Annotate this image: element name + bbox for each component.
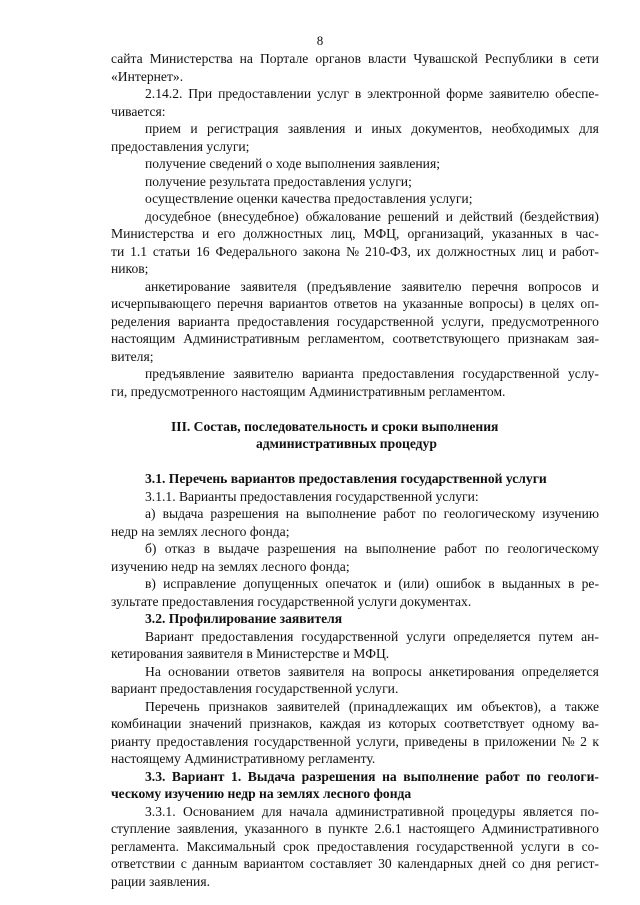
word: разрешения: [301, 769, 376, 784]
text-line: [111, 295, 599, 312]
word: и: [202, 226, 210, 241]
text-line: [145, 365, 599, 382]
text-line: [111, 50, 599, 67]
word: ответствии: [111, 856, 175, 871]
word: основании: [168, 664, 230, 679]
word: в): [145, 576, 156, 591]
word: На: [145, 664, 161, 679]
word: Министерства: [149, 51, 233, 66]
word: обжалование: [305, 209, 381, 224]
word: государственной: [462, 366, 560, 381]
text-line: [145, 278, 599, 295]
heading-line: ческому изучению недр на землях лесного фонда: [111, 786, 412, 801]
word: выполнение: [403, 769, 479, 784]
word: на: [351, 664, 365, 679]
text-line: «Интернет».: [111, 69, 184, 84]
text-line: [145, 120, 599, 137]
word: Вариант: [145, 629, 194, 644]
word: должностных: [243, 226, 323, 241]
word: и: [190, 121, 198, 136]
text-line: [145, 208, 599, 225]
word: регист-: [556, 856, 599, 871]
word: в: [203, 541, 210, 556]
word: настоящим: [111, 331, 176, 346]
word: услуги,: [441, 314, 485, 329]
word: его: [217, 226, 236, 241]
word: дня: [530, 856, 552, 871]
word: сети: [573, 51, 599, 66]
word: соответствует: [443, 716, 525, 731]
word: регламента.: [111, 839, 179, 854]
word: 3.3.1.: [145, 804, 176, 819]
word: признаков,: [249, 716, 313, 731]
word: в: [472, 734, 480, 749]
word: их: [416, 244, 431, 259]
word: (или): [398, 576, 429, 591]
word: услуги: [520, 839, 561, 854]
word: указанные: [402, 296, 464, 311]
word: для: [578, 121, 599, 136]
word: ступление: [111, 821, 171, 836]
text-line: предоставления услуги;: [111, 139, 250, 154]
word: Портале: [259, 51, 309, 66]
word: оп-: [580, 296, 599, 311]
text-line: [111, 243, 599, 260]
word: работ-: [562, 244, 599, 259]
word: работ: [383, 506, 416, 521]
text-line: [145, 505, 599, 522]
word: на: [383, 296, 397, 311]
word: для: [261, 804, 282, 819]
word: действий: [459, 209, 513, 224]
text-line: получение результата предоставления услуги;: [145, 174, 412, 189]
text-line: [111, 733, 599, 750]
word: Административного: [481, 821, 599, 836]
word: должностных: [436, 244, 516, 259]
word: предъявление: [145, 366, 225, 381]
text-line: [145, 85, 599, 102]
text-line: [111, 313, 599, 330]
word: в: [354, 86, 362, 101]
word: Административным: [183, 331, 300, 346]
word: а: [550, 699, 557, 714]
word: на: [344, 541, 358, 556]
word: в: [315, 821, 322, 836]
text-line: [111, 855, 599, 872]
word: 2: [580, 734, 587, 749]
word: перечня: [217, 296, 264, 311]
page-number: 8: [316, 33, 324, 48]
text-line: [111, 838, 599, 855]
word: приведены: [404, 734, 468, 749]
word: разрешения: [210, 506, 279, 521]
word: анкетирование: [145, 279, 231, 294]
word: начала: [289, 804, 328, 819]
word: ответов: [236, 664, 281, 679]
word: заявителя: [240, 279, 297, 294]
word: ошибок: [436, 576, 481, 591]
word: 3.3.: [145, 769, 166, 784]
word: заявителю: [233, 366, 294, 381]
word: Максимальный: [186, 839, 276, 854]
word: регламентом,: [307, 331, 385, 346]
word: электронной: [367, 86, 441, 101]
word: час-: [575, 226, 599, 241]
word: исчерпывающего: [111, 296, 212, 311]
text-line: изучению недр на землях лесного фонда;: [111, 559, 350, 574]
word: на: [382, 769, 397, 784]
word: варианта: [301, 366, 354, 381]
word: изучению: [542, 506, 599, 521]
word: зая-: [576, 331, 599, 346]
word: путем: [538, 629, 574, 644]
word: ределения: [111, 314, 171, 329]
word: вариантом: [243, 856, 305, 871]
text-line: [145, 540, 599, 557]
word: вопросов: [527, 279, 582, 294]
text-line: [145, 663, 599, 680]
word: лиц,: [330, 226, 356, 241]
word: предоставлении: [218, 86, 312, 101]
word: с: [180, 856, 187, 871]
word: прием: [145, 121, 181, 136]
word: заявителю: [488, 86, 550, 101]
word: и: [548, 244, 557, 259]
heading-line: [145, 768, 599, 785]
word: дней: [478, 856, 507, 871]
word: 1.1: [130, 244, 148, 259]
word: сайта: [111, 51, 143, 66]
text-line: [111, 225, 599, 242]
word: которых: [388, 716, 437, 731]
word: по-: [580, 804, 599, 819]
word: ва-: [582, 716, 599, 731]
word: и: [354, 121, 363, 136]
text-line: вителя;: [111, 349, 154, 364]
word: предоставления: [156, 734, 249, 749]
word: выдаче: [218, 541, 260, 556]
word: №: [346, 244, 360, 259]
word: настоящего: [408, 821, 475, 836]
word: и: [445, 209, 453, 224]
word: из: [368, 716, 381, 731]
word: определяется: [521, 664, 599, 679]
word: обеспе-: [555, 86, 599, 101]
word: Выдача: [247, 769, 296, 784]
word: вопросы): [469, 296, 524, 311]
word: предоставления: [362, 366, 455, 381]
text-line: рации заявления.: [111, 874, 210, 889]
word: Вариант: [171, 769, 225, 784]
word: 1.: [231, 769, 242, 784]
word: 16: [196, 244, 210, 259]
word: допущенных: [243, 576, 319, 591]
word: на: [285, 506, 300, 521]
text-line: [111, 715, 599, 732]
text-line: кетирования заявителя в Министерстве и МФЦ.: [111, 646, 390, 661]
word: государственной: [301, 629, 399, 644]
word: значений: [189, 716, 242, 731]
word: Республики: [484, 51, 553, 66]
word: предоставления: [201, 629, 294, 644]
word: по: [484, 541, 499, 556]
text-line: 3.1.1. Варианты предоставления государственной услуги:: [145, 489, 479, 504]
word: предусмотренного: [491, 314, 599, 329]
text-line: зультате предоставления государственной услуги документах.: [111, 594, 472, 609]
word: заявителей: [276, 699, 341, 714]
word: и: [384, 576, 392, 591]
word: закона: [302, 244, 341, 259]
word: предоставления: [237, 314, 330, 329]
word: регистрация: [207, 121, 279, 136]
text-line: осуществление оценки качества предоставления услуги;: [145, 191, 473, 206]
word: работ: [485, 769, 520, 784]
word: процедуры: [451, 804, 516, 819]
word: заявления,: [176, 821, 238, 836]
word: выполнение: [306, 506, 377, 521]
word: органов: [315, 51, 362, 66]
word: календарных: [397, 856, 474, 871]
word: заявителю: [401, 279, 462, 294]
word: отказ: [164, 541, 196, 556]
word: 2.14.2.: [145, 86, 183, 101]
word: 30: [378, 856, 392, 871]
text-line: [111, 330, 599, 347]
word: предоставления: [316, 839, 409, 854]
word: а): [145, 506, 156, 521]
word: выдача: [162, 506, 204, 521]
word: пункте: [328, 821, 368, 836]
word: в: [528, 296, 536, 311]
word: в: [568, 576, 575, 591]
word: признаков: [208, 699, 268, 714]
heading-line: административных процедур: [256, 436, 437, 451]
word: услуг: [317, 86, 349, 101]
text-line: [145, 698, 599, 715]
word: срок: [283, 839, 310, 854]
word: составляет: [309, 856, 373, 871]
word: в: [567, 839, 575, 854]
word: комбинации: [111, 716, 182, 731]
word: в: [561, 226, 568, 241]
word: соответствующего: [392, 331, 500, 346]
word: б): [145, 541, 157, 556]
word: заявителя: [287, 664, 345, 679]
word: им: [456, 699, 473, 714]
text-line: ников;: [111, 261, 149, 276]
word: №: [561, 734, 575, 749]
word: объектов),: [481, 699, 542, 714]
word: данным: [192, 856, 238, 871]
word: Основанием: [183, 804, 255, 819]
word: административной: [335, 804, 445, 819]
text-line: получение сведений о ходе выполнения заявления;: [145, 156, 440, 171]
word: анкетирования: [429, 664, 515, 679]
word: ан-: [581, 629, 599, 644]
word: (бездействия): [519, 209, 599, 224]
word: геологическому: [507, 541, 599, 556]
text-line: [145, 575, 599, 592]
word: выполнение: [365, 541, 436, 556]
text-line: недр на землях лесного фонда;: [111, 524, 290, 539]
word: приложении: [484, 734, 557, 749]
word: (предъявление: [306, 279, 392, 294]
text-line: чивается:: [111, 104, 166, 119]
word: к: [592, 734, 599, 749]
word: разрешения: [267, 541, 336, 556]
heading-line: III. Состав, последовательность и сроки выполнения: [171, 419, 499, 434]
word: государственной: [253, 734, 351, 749]
word: услу-: [568, 366, 599, 381]
word: (внесудебное): [217, 209, 299, 224]
word: является: [522, 804, 573, 819]
heading-line: 3.1. Перечень вариантов предоставления государственной услуги: [145, 471, 547, 486]
heading-line: 3.2. Профилирование заявителя: [145, 611, 343, 626]
word: статьи: [152, 244, 191, 259]
word: При: [188, 86, 213, 101]
word: МФЦ,: [363, 226, 400, 241]
word: на: [239, 51, 253, 66]
word: вопросы: [372, 664, 422, 679]
text-line: [111, 820, 599, 837]
word: определяется: [453, 629, 531, 644]
word: работ: [444, 541, 477, 556]
word: государственной: [416, 839, 514, 854]
word: услуги: [406, 629, 446, 644]
word: (принадлежащих: [348, 699, 448, 714]
word: Министерства: [111, 226, 194, 241]
word: указанного: [244, 821, 309, 836]
word: необходимых: [491, 121, 570, 136]
word: форме: [446, 86, 484, 101]
word: досудебное: [145, 209, 211, 224]
word: ответов: [333, 296, 378, 311]
word: указанных: [491, 226, 553, 241]
word: рианту: [111, 734, 151, 749]
word: целях: [541, 296, 575, 311]
word: и: [591, 279, 599, 294]
word: власти: [368, 51, 407, 66]
word: Федерального: [215, 244, 298, 259]
word: по: [526, 769, 541, 784]
word: варианта: [177, 314, 230, 329]
word: ре-: [581, 576, 599, 591]
word: организаций,: [407, 226, 484, 241]
word: одному: [531, 716, 575, 731]
word: каждая: [319, 716, 361, 731]
word: Чувашской: [413, 51, 478, 66]
word: геологи-: [547, 769, 599, 784]
word: лиц: [521, 244, 544, 259]
word: документов,: [411, 121, 483, 136]
word: 210-ФЗ,: [364, 244, 411, 259]
word: иных: [371, 121, 402, 136]
text-line: [145, 803, 599, 820]
word: в: [488, 576, 495, 591]
word: по: [422, 506, 437, 521]
word: в: [560, 51, 567, 66]
word: Перечень: [145, 699, 200, 714]
word: 2.6.1: [374, 821, 402, 836]
word: государственной: [336, 314, 434, 329]
word: опечаток: [325, 576, 377, 591]
word: вариантов: [269, 296, 328, 311]
text-line: вариант предоставления государственной услуги.: [111, 681, 399, 696]
word: со-: [581, 839, 599, 854]
word: признакам: [507, 331, 569, 346]
word: геологическому: [443, 506, 536, 521]
word: со: [512, 856, 525, 871]
word: также: [564, 699, 599, 714]
word: заявления: [287, 121, 346, 136]
word: исправление: [163, 576, 237, 591]
text-line: [145, 628, 599, 645]
word: решений: [387, 209, 439, 224]
text-line: настоящему Административному регламенту.: [111, 751, 376, 766]
text-line: ги, предусмотренного настоящим Административным регламентом.: [111, 384, 506, 399]
word: выданных: [501, 576, 561, 591]
word: перечня: [471, 279, 518, 294]
word: ти: [111, 244, 125, 259]
word: услуги,: [356, 734, 399, 749]
